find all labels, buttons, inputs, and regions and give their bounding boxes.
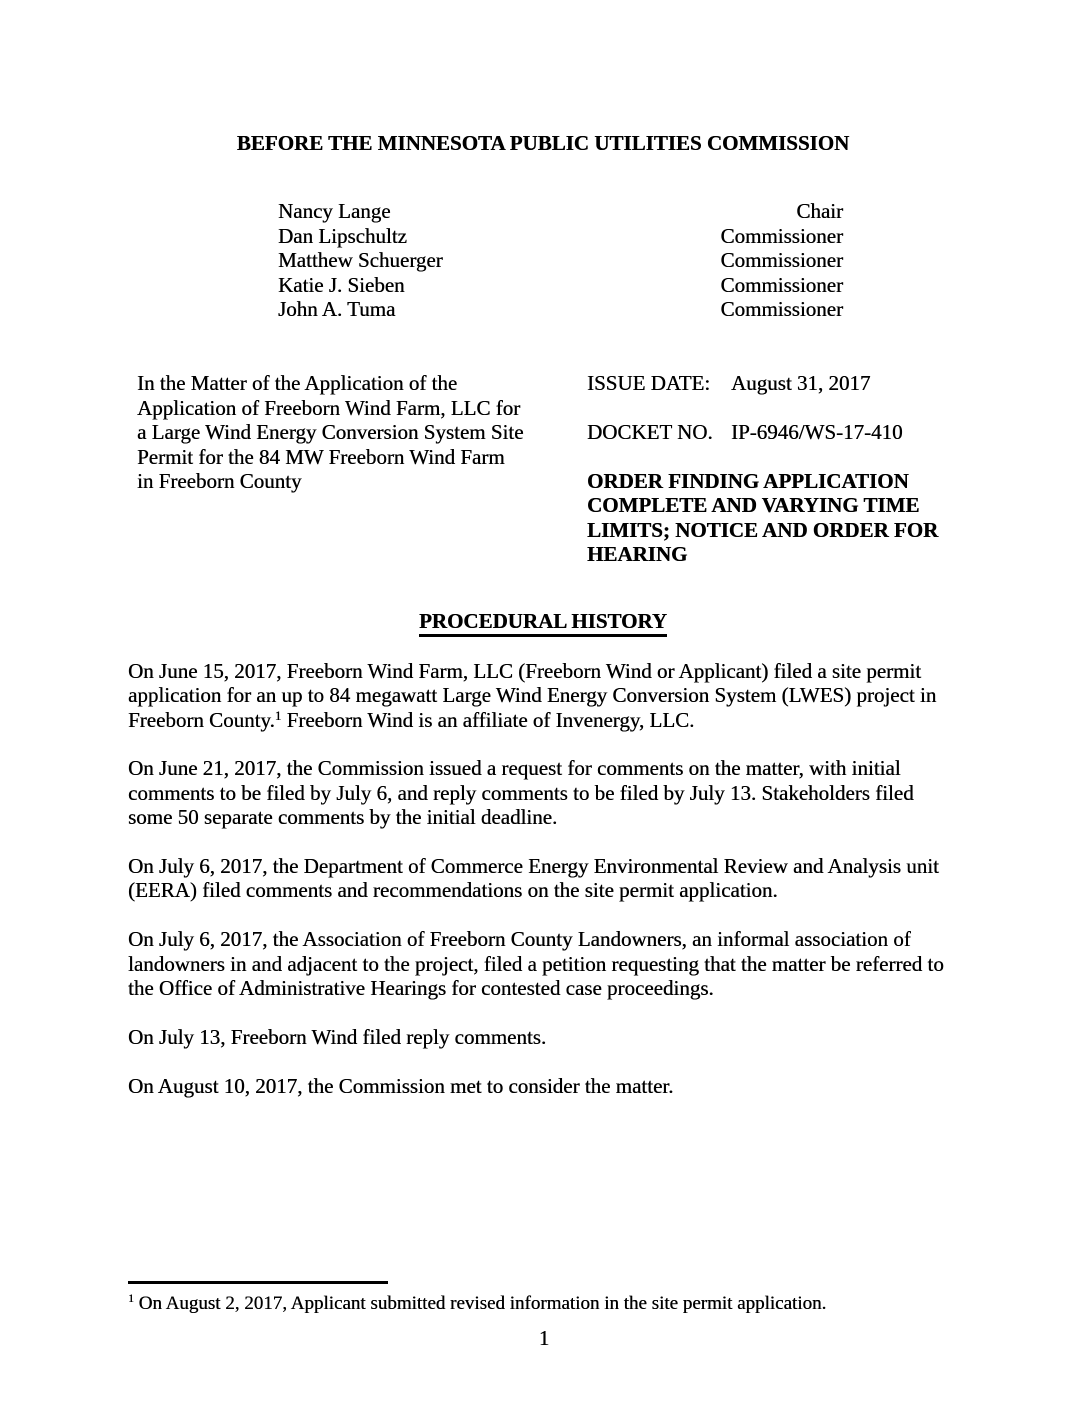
commissioner-list xyxy=(278,199,843,321)
paragraph: On July 6, 2017, the Association of Freeborn County Landowners, an informal association of landowners in and adjacent to the project, filed a petition requesting that the matter be referred to the Office of Administrative Hearings for contested case proceedings. xyxy=(128,927,944,1001)
footnote-separator xyxy=(128,1281,388,1284)
commissioner-role: Commissioner xyxy=(720,297,843,322)
order-title: ORDER FINDING APPLICATION COMPLETE AND VARYING TIME LIMITS; NOTICE AND ORDER FOR HEARING xyxy=(587,469,939,567)
section-heading xyxy=(128,609,958,633)
matter-line: a Large Wind Energy Conversion System Site xyxy=(137,420,524,445)
docket-number-label: DOCKET NO. xyxy=(587,420,713,445)
commissioner-role: Commissioner xyxy=(720,248,843,273)
case-caption xyxy=(128,371,958,567)
footnote-section xyxy=(128,1281,958,1315)
footnote-text: On August 2, 2017, Applicant submitted revised information in the site permit application. xyxy=(133,1293,827,1314)
docket-info xyxy=(587,371,967,566)
commissioner-row xyxy=(278,273,843,297)
commissioner-name: John A. Tuma xyxy=(278,297,396,322)
commissioner-name: Matthew Schuerger xyxy=(278,248,443,273)
matter-line: in Freeborn County xyxy=(137,469,302,494)
commissioner-name: Nancy Lange xyxy=(278,199,391,224)
issue-date-label: ISSUE DATE: xyxy=(587,371,711,396)
commissioner-row xyxy=(278,297,843,321)
docket-number-value: IP-6946/WS-17-410 xyxy=(731,420,903,445)
matter-description xyxy=(137,371,567,493)
commissioner-role: Commissioner xyxy=(720,223,843,248)
paragraph: On June 21, 2017, the Commission issued a request for comments on the matter, with initial comments to be filed by July 6, and reply comments to be filed by July 13. Stakeholders filed some 50 separate comments by the initial deadline. xyxy=(128,756,914,830)
issue-date-row xyxy=(587,371,967,395)
paragraph-text: Freeborn Wind is an affiliate of Invenergy, LLC. xyxy=(281,707,695,732)
document-content xyxy=(0,131,1088,1098)
matter-line: Permit for the 84 MW Freeborn Wind Farm xyxy=(137,444,505,469)
docket-number-row xyxy=(587,420,967,444)
footnote-reference: 1 xyxy=(274,707,282,723)
paragraph: On July 6, 2017, the Department of Commerce Energy Environmental Review and Analysis unit (EERA) filed comments and recommendations on the site permit application. xyxy=(128,854,939,903)
page-number: 1 xyxy=(538,1326,550,1350)
commissioner-name: Katie J. Sieben xyxy=(278,272,405,297)
footnote xyxy=(128,1292,958,1315)
paragraph: On July 13, Freeborn Wind filed reply comments. xyxy=(128,1024,547,1049)
page-title: BEFORE THE MINNESOTA PUBLIC UTILITIES COMMISSION xyxy=(236,131,850,155)
paragraph-text: On June 15, 2017, Freeborn Wind Farm, LLC (Freeborn Wind or Applicant) filed a site permit application for an up to 84 megawatt Large Wind Energy Conversion System (LWES) project in Freeborn County. xyxy=(128,658,937,732)
commissioner-name: Dan Lipschultz xyxy=(278,223,407,248)
matter-line: Application of Freeborn Wind Farm, LLC for xyxy=(137,395,521,420)
commissioner-row xyxy=(278,248,843,272)
commissioner-row xyxy=(278,199,843,223)
commissioner-row xyxy=(278,224,843,248)
commissioner-role: Chair xyxy=(796,199,843,224)
matter-line: In the Matter of the Application of the xyxy=(137,371,458,396)
footnote-marker: 1 xyxy=(128,1292,134,1305)
section-heading-text: PROCEDURAL HISTORY xyxy=(419,609,667,637)
issue-date-value: August 31, 2017 xyxy=(731,371,871,396)
paragraph xyxy=(128,659,960,732)
commissioner-role: Commissioner xyxy=(720,272,843,297)
paragraph: On August 10, 2017, the Commission met to consider the matter. xyxy=(128,1073,674,1098)
